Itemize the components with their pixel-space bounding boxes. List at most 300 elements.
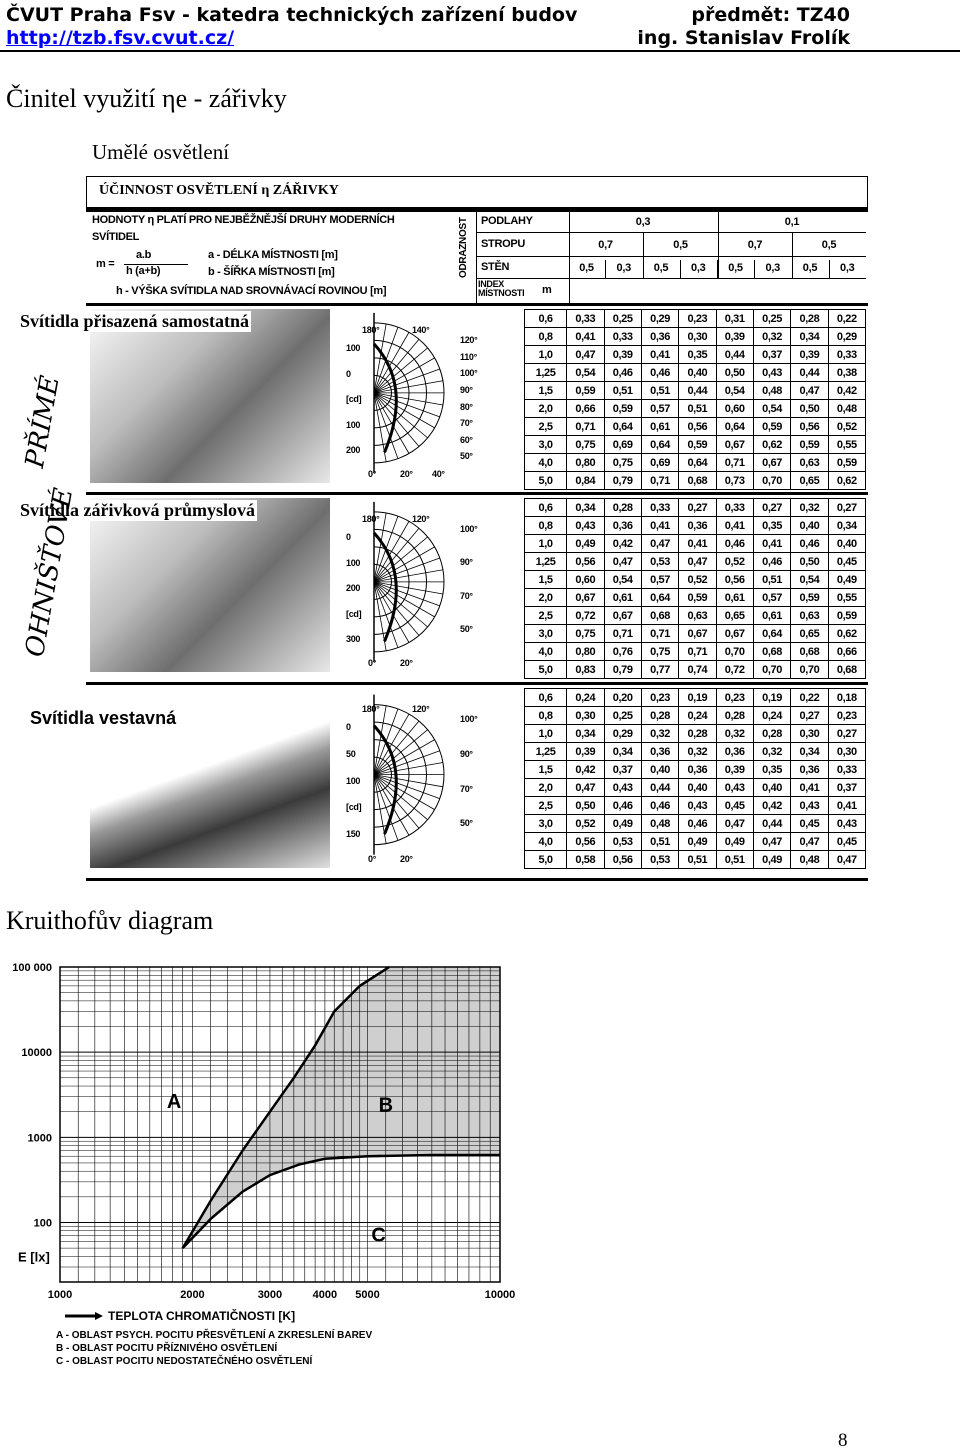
value-cell: 0,54 <box>567 364 604 382</box>
row-index: INDEX MÍSTNOSTI <box>478 279 525 298</box>
section1-subtitle: Umělé osvětlení <box>92 140 230 164</box>
value-cell: 0,68 <box>753 643 790 661</box>
value-cell: 0,62 <box>828 472 865 490</box>
table-bottom-rule <box>86 878 868 881</box>
value-cell: 0,46 <box>641 797 678 815</box>
value-cell: 0,36 <box>679 517 716 535</box>
polar-top-label: 180° <box>362 514 380 524</box>
value-cell: 0,52 <box>679 571 716 589</box>
polar-left-label: [cd] <box>346 394 362 405</box>
y-tick-label: 100 000 <box>12 962 52 974</box>
header-institution: ČVUT Praha Fsv - katedra technických zařízení budov <box>6 4 578 26</box>
polar-top-label: 140° <box>412 325 430 335</box>
polar-right-label: 120° <box>460 335 478 345</box>
value-cell: 0,40 <box>679 364 716 382</box>
value-cell: 0,22 <box>828 310 865 328</box>
value-cell: 0,45 <box>716 797 753 815</box>
value-cell: 0,40 <box>791 517 828 535</box>
value-cell: 0,28 <box>716 707 753 725</box>
value-cell: 0,47 <box>753 833 790 851</box>
value-cell: 0,44 <box>641 779 678 797</box>
chart-legend-c: C - OBLAST POCITU NEDOSTATEČNÉHO OSVĚTLENÍ <box>56 1356 313 1365</box>
value-cell: 0,25 <box>753 310 790 328</box>
x-tick-label: 1000 <box>47 1289 73 1301</box>
formula-numerator: a.b <box>136 249 151 261</box>
value-cell: 0,44 <box>753 815 790 833</box>
table-row <box>525 797 866 815</box>
table-row <box>525 571 866 589</box>
index-cell: 1,5 <box>525 382 567 400</box>
value-cell: 0,23 <box>828 707 865 725</box>
index-cell: 2,0 <box>525 400 567 418</box>
value-cell: 0,71 <box>679 643 716 661</box>
value-cell: 0,30 <box>567 707 604 725</box>
index-cell: 1,5 <box>525 761 567 779</box>
value-cell: 0,32 <box>716 725 753 743</box>
value-cell: 0,36 <box>716 743 753 761</box>
value-cell: 0,37 <box>753 346 790 364</box>
chart-legend-b: B - OBLAST POCITU PŘÍZNIVÉHO OSVĚTLENÍ <box>56 1343 278 1354</box>
polar-left-label: 100 <box>346 557 361 568</box>
table-row <box>525 454 866 472</box>
value-cell: 0,22 <box>791 689 828 707</box>
table-row <box>525 725 866 743</box>
value-cell: 0,70 <box>791 661 828 679</box>
value-cell: 0,40 <box>828 535 865 553</box>
sten-val-0: 0,5 <box>579 262 594 274</box>
section2-title: Kruithofův diagram <box>6 906 214 935</box>
value-cell: 0,59 <box>604 400 641 418</box>
value-cell: 0,75 <box>567 625 604 643</box>
value-cell: 0,41 <box>567 328 604 346</box>
value-cell: 0,34 <box>567 499 604 517</box>
value-cell: 0,48 <box>641 815 678 833</box>
value-cell: 0,71 <box>604 625 641 643</box>
value-cell: 0,50 <box>791 553 828 571</box>
table-note-line2: SVÍTIDEL <box>92 231 140 243</box>
polar-left-label: 150 <box>346 829 361 840</box>
sten-val-3: 0,3 <box>691 262 706 274</box>
polar-right-label: 70° <box>460 590 473 601</box>
polar-right-label: 90° <box>460 748 473 759</box>
value-cell: 0,65 <box>791 472 828 490</box>
index-cell: 1,5 <box>525 571 567 589</box>
kruithof-svg <box>10 955 525 1365</box>
value-cell: 0,28 <box>753 725 790 743</box>
region-b-fill <box>183 967 500 1248</box>
group-label: Svítidla přisazená samostatná <box>20 311 250 331</box>
polar-left-label: 200 <box>346 583 361 594</box>
value-cell: 0,39 <box>567 743 604 761</box>
value-cell: 0,61 <box>716 589 753 607</box>
value-cell: 0,39 <box>791 346 828 364</box>
reflectance-header <box>476 212 866 304</box>
index-cell: 2,0 <box>525 779 567 797</box>
index-cell: 4,0 <box>525 454 567 472</box>
polar-right-label: 80° <box>460 401 473 412</box>
value-cell: 0,34 <box>828 517 865 535</box>
value-cell: 0,49 <box>753 851 790 869</box>
value-cell: 0,66 <box>567 400 604 418</box>
value-cell: 0,37 <box>828 779 865 797</box>
value-cell: 0,70 <box>753 472 790 490</box>
value-cell: 0,49 <box>828 571 865 589</box>
value-cell: 0,67 <box>567 589 604 607</box>
polar-left-label: [cd] <box>346 802 362 813</box>
value-cell: 0,30 <box>679 328 716 346</box>
value-cell: 0,83 <box>567 661 604 679</box>
value-cell: 0,56 <box>791 418 828 436</box>
value-cell: 0,49 <box>679 833 716 851</box>
polar-right-label: 90° <box>460 384 473 395</box>
value-cell: 0,64 <box>604 418 641 436</box>
index-cell: 2,5 <box>525 607 567 625</box>
value-cell: 0,50 <box>791 400 828 418</box>
polar-right-label: 70° <box>460 783 473 794</box>
utilization-table <box>524 309 866 490</box>
value-cell: 0,25 <box>604 310 641 328</box>
value-cell: 0,32 <box>753 743 790 761</box>
side-handwritten-label: PŘÍMÉ <box>20 373 66 471</box>
value-cell: 0,52 <box>828 418 865 436</box>
value-cell: 0,33 <box>828 761 865 779</box>
polar-right-label: 90° <box>460 557 473 568</box>
value-cell: 0,27 <box>828 499 865 517</box>
value-cell: 0,68 <box>791 643 828 661</box>
value-cell: 0,36 <box>604 517 641 535</box>
polar-left-label: 100 <box>346 343 361 353</box>
value-cell: 0,34 <box>604 743 641 761</box>
index-cell: 0,6 <box>525 689 567 707</box>
value-cell: 0,18 <box>828 689 865 707</box>
value-cell: 0,60 <box>716 400 753 418</box>
value-cell: 0,69 <box>641 454 678 472</box>
value-cell: 0,57 <box>753 589 790 607</box>
value-cell: 0,67 <box>716 436 753 454</box>
value-cell: 0,75 <box>567 436 604 454</box>
value-cell: 0,65 <box>791 625 828 643</box>
index-cell: 3,0 <box>525 436 567 454</box>
value-cell: 0,33 <box>641 499 678 517</box>
value-cell: 0,55 <box>828 589 865 607</box>
group-label: Svítidla zářivková průmyslová <box>20 500 256 520</box>
value-cell: 0,43 <box>828 815 865 833</box>
value-cell: 0,52 <box>567 815 604 833</box>
table-row <box>525 328 866 346</box>
index-cell: 1,25 <box>525 364 567 382</box>
polar-bottom-label: 40° <box>432 469 445 479</box>
table-row <box>525 851 866 869</box>
value-cell: 0,70 <box>716 643 753 661</box>
value-cell: 0,64 <box>753 625 790 643</box>
polar-left-label: 0 <box>346 532 351 542</box>
value-cell: 0,64 <box>679 454 716 472</box>
sten-val-7: 0,3 <box>840 262 855 274</box>
value-cell: 0,53 <box>641 851 678 869</box>
value-cell: 0,64 <box>716 418 753 436</box>
row-stropu: STROPU <box>481 238 526 250</box>
value-cell: 0,45 <box>828 833 865 851</box>
index-cell: 0,8 <box>525 328 567 346</box>
value-cell: 0,70 <box>753 661 790 679</box>
legend-h: h - VÝŠKA SVÍTIDLA NAD SROVNÁVACÍ ROVINOU [m] <box>116 285 387 297</box>
value-cell: 0,46 <box>716 535 753 553</box>
legend-b: b - ŠÍŘKA MÍSTNOSTI [m] <box>208 266 335 278</box>
index-cell: 0,6 <box>525 310 567 328</box>
value-cell: 0,32 <box>641 725 678 743</box>
table-row <box>525 689 866 707</box>
sten-val-2: 0,5 <box>653 262 669 274</box>
x-tick-label: 2000 <box>180 1289 205 1301</box>
value-cell: 0,67 <box>716 625 753 643</box>
value-cell: 0,47 <box>567 346 604 364</box>
row-m: m <box>542 284 552 296</box>
x-tick-label: 3000 <box>257 1289 283 1301</box>
index-cell: 2,5 <box>525 418 567 436</box>
index-cell: 5,0 <box>525 851 567 869</box>
chart-legend-a: A - OBLAST PSYCH. POCITU PŘESVĚTLENÍ A ZKRESLENÍ BAREV <box>56 1330 373 1341</box>
value-cell: 0,62 <box>753 436 790 454</box>
index-cell: 0,8 <box>525 707 567 725</box>
value-cell: 0,43 <box>679 797 716 815</box>
value-cell: 0,49 <box>567 535 604 553</box>
value-cell: 0,23 <box>679 310 716 328</box>
value-cell: 0,36 <box>679 761 716 779</box>
value-cell: 0,35 <box>753 761 790 779</box>
value-cell: 0,28 <box>641 707 678 725</box>
table-row <box>525 589 866 607</box>
luminaire-photo <box>90 498 330 672</box>
region-label-c: C <box>371 1224 386 1247</box>
header-url[interactable]: http://tzb.fsv.cvut.cz/ <box>6 27 235 49</box>
value-cell: 0,46 <box>641 364 678 382</box>
table-row <box>525 761 866 779</box>
value-cell: 0,71 <box>716 454 753 472</box>
y-tick-label: 10000 <box>21 1047 52 1060</box>
index-cell: 1,0 <box>525 346 567 364</box>
table-row <box>525 400 866 418</box>
value-cell: 0,46 <box>791 535 828 553</box>
value-cell: 0,30 <box>828 743 865 761</box>
index-cell: 5,0 <box>525 472 567 490</box>
value-cell: 0,36 <box>641 743 678 761</box>
polar-right-label: 100° <box>460 524 478 534</box>
sten-val-1: 0,3 <box>616 262 631 274</box>
value-cell: 0,72 <box>716 661 753 679</box>
value-cell: 0,42 <box>567 761 604 779</box>
value-cell: 0,56 <box>567 553 604 571</box>
polar-bottom-label: 0° <box>368 854 377 864</box>
polar-top-label: 180° <box>362 704 380 714</box>
table-row <box>525 535 866 553</box>
table-note-line1: HODNOTY η PLATÍ PRO NEJBĚŽNĚJŠÍ DRUHY MODERNÍCH <box>92 214 395 226</box>
value-cell: 0,71 <box>567 418 604 436</box>
value-cell: 0,80 <box>567 643 604 661</box>
table-title: ÚČINNOST OSVĚTLENÍ η ZÁŘIVKY <box>99 183 339 198</box>
stropu-val-2: 0,7 <box>747 239 763 251</box>
value-cell: 0,59 <box>679 589 716 607</box>
value-cell: 0,69 <box>604 436 641 454</box>
value-cell: 0,25 <box>604 707 641 725</box>
table-row <box>525 661 866 679</box>
luminaire-photo <box>90 309 330 483</box>
value-cell: 0,43 <box>716 779 753 797</box>
polar-left-label: 300 <box>346 634 361 645</box>
value-cell: 0,46 <box>753 553 790 571</box>
value-cell: 0,51 <box>604 382 641 400</box>
value-cell: 0,59 <box>791 589 828 607</box>
value-cell: 0,67 <box>604 607 641 625</box>
value-cell: 0,34 <box>791 328 828 346</box>
value-cell: 0,54 <box>604 571 641 589</box>
index-cell: 0,6 <box>525 499 567 517</box>
value-cell: 0,71 <box>641 625 678 643</box>
x-tick-label: 5000 <box>355 1289 380 1301</box>
polar-bottom-label: 0° <box>368 658 377 668</box>
sten-val-6: 0,5 <box>802 262 818 274</box>
value-cell: 0,51 <box>679 851 716 869</box>
value-cell: 0,42 <box>828 382 865 400</box>
value-cell: 0,32 <box>753 328 790 346</box>
value-cell: 0,47 <box>828 851 865 869</box>
value-cell: 0,28 <box>679 725 716 743</box>
value-cell: 0,41 <box>828 797 865 815</box>
index-cell: 1,0 <box>525 725 567 743</box>
value-cell: 0,61 <box>604 589 641 607</box>
value-cell: 0,59 <box>791 436 828 454</box>
stropu-val-0: 0,7 <box>598 239 613 251</box>
value-cell: 0,63 <box>791 454 828 472</box>
table-row <box>525 436 866 454</box>
value-cell: 0,47 <box>567 779 604 797</box>
value-cell: 0,67 <box>753 454 790 472</box>
value-cell: 0,28 <box>791 310 828 328</box>
value-cell: 0,51 <box>753 571 790 589</box>
table-row <box>525 517 866 535</box>
polar-left-label: 50 <box>346 748 356 759</box>
table-row <box>525 553 866 571</box>
value-cell: 0,63 <box>791 607 828 625</box>
value-cell: 0,58 <box>567 851 604 869</box>
value-cell: 0,27 <box>679 499 716 517</box>
value-cell: 0,60 <box>567 571 604 589</box>
value-cell: 0,37 <box>604 761 641 779</box>
value-cell: 0,68 <box>828 661 865 679</box>
table-row <box>525 815 866 833</box>
value-cell: 0,75 <box>641 643 678 661</box>
row-sten: STĚN <box>481 261 510 273</box>
sten-val-4: 0,5 <box>728 262 743 274</box>
group-separator <box>86 682 868 685</box>
value-cell: 0,32 <box>679 743 716 761</box>
value-cell: 0,77 <box>641 661 678 679</box>
value-cell: 0,38 <box>828 364 865 382</box>
index-cell: 3,0 <box>525 625 567 643</box>
value-cell: 0,36 <box>641 328 678 346</box>
value-cell: 0,27 <box>828 725 865 743</box>
formula-denominator: h (a+b) <box>126 265 161 277</box>
value-cell: 0,34 <box>567 725 604 743</box>
index-cell: 5,0 <box>525 661 567 679</box>
polar-top-label: 120° <box>412 514 430 524</box>
index-cell: 3,0 <box>525 815 567 833</box>
header-link[interactable] <box>6 27 234 49</box>
value-cell: 0,24 <box>679 707 716 725</box>
value-cell: 0,45 <box>791 815 828 833</box>
value-cell: 0,44 <box>679 382 716 400</box>
value-cell: 0,74 <box>679 661 716 679</box>
section1-title: Činitel využití ηe - zářivky <box>6 84 287 113</box>
value-cell: 0,40 <box>753 779 790 797</box>
side-handwritten-label: OHNIŠŤOVÉ <box>20 485 80 660</box>
value-cell: 0,47 <box>791 833 828 851</box>
value-cell: 0,57 <box>641 400 678 418</box>
value-cell: 0,55 <box>828 436 865 454</box>
value-cell: 0,43 <box>791 797 828 815</box>
polar-left-label: 200 <box>346 445 361 456</box>
table-row <box>525 625 866 643</box>
value-cell: 0,28 <box>604 499 641 517</box>
y-axis-label: E [lx] <box>18 1249 50 1265</box>
value-cell: 0,48 <box>791 851 828 869</box>
group-label: Svítidla vestavná <box>30 708 177 728</box>
value-cell: 0,39 <box>716 328 753 346</box>
table-row <box>525 499 866 517</box>
formula-m: m = <box>96 258 115 270</box>
polar-left-label: 0 <box>346 368 351 379</box>
value-cell: 0,36 <box>791 761 828 779</box>
index-cell: 2,0 <box>525 589 567 607</box>
value-cell: 0,27 <box>791 707 828 725</box>
value-cell: 0,39 <box>604 346 641 364</box>
table-title-bar <box>86 176 868 208</box>
table-row <box>525 607 866 625</box>
polar-top-label: 120° <box>412 704 430 714</box>
polar-right-label: 70° <box>460 418 473 429</box>
value-cell: 0,59 <box>828 454 865 472</box>
polar-right-label: 50° <box>460 623 473 634</box>
podlahy-val-0: 0,3 <box>635 216 651 228</box>
value-cell: 0,59 <box>679 436 716 454</box>
value-cell: 0,29 <box>641 310 678 328</box>
table-row <box>525 643 866 661</box>
header-author: ing. Stanislav Frolík <box>637 27 850 49</box>
value-cell: 0,52 <box>716 553 753 571</box>
value-cell: 0,51 <box>679 400 716 418</box>
value-cell: 0,33 <box>567 310 604 328</box>
odraznost-label: ODRAZNOST <box>458 217 469 278</box>
value-cell: 0,54 <box>716 382 753 400</box>
value-cell: 0,49 <box>716 833 753 851</box>
value-cell: 0,48 <box>753 382 790 400</box>
index-cell: 1,25 <box>525 743 567 761</box>
value-cell: 0,39 <box>716 761 753 779</box>
value-cell: 0,47 <box>641 535 678 553</box>
value-cell: 0,29 <box>828 328 865 346</box>
value-cell: 0,51 <box>641 833 678 851</box>
value-cell: 0,57 <box>641 571 678 589</box>
value-cell: 0,33 <box>604 328 641 346</box>
value-cell: 0,59 <box>753 418 790 436</box>
value-cell: 0,56 <box>679 418 716 436</box>
value-cell: 0,44 <box>791 364 828 382</box>
value-cell: 0,62 <box>828 625 865 643</box>
table-row <box>525 346 866 364</box>
value-cell: 0,64 <box>641 436 678 454</box>
polar-right-label: 60° <box>460 434 473 445</box>
stropu-val-1: 0,5 <box>673 239 688 251</box>
page-number: 8 <box>838 1430 848 1451</box>
